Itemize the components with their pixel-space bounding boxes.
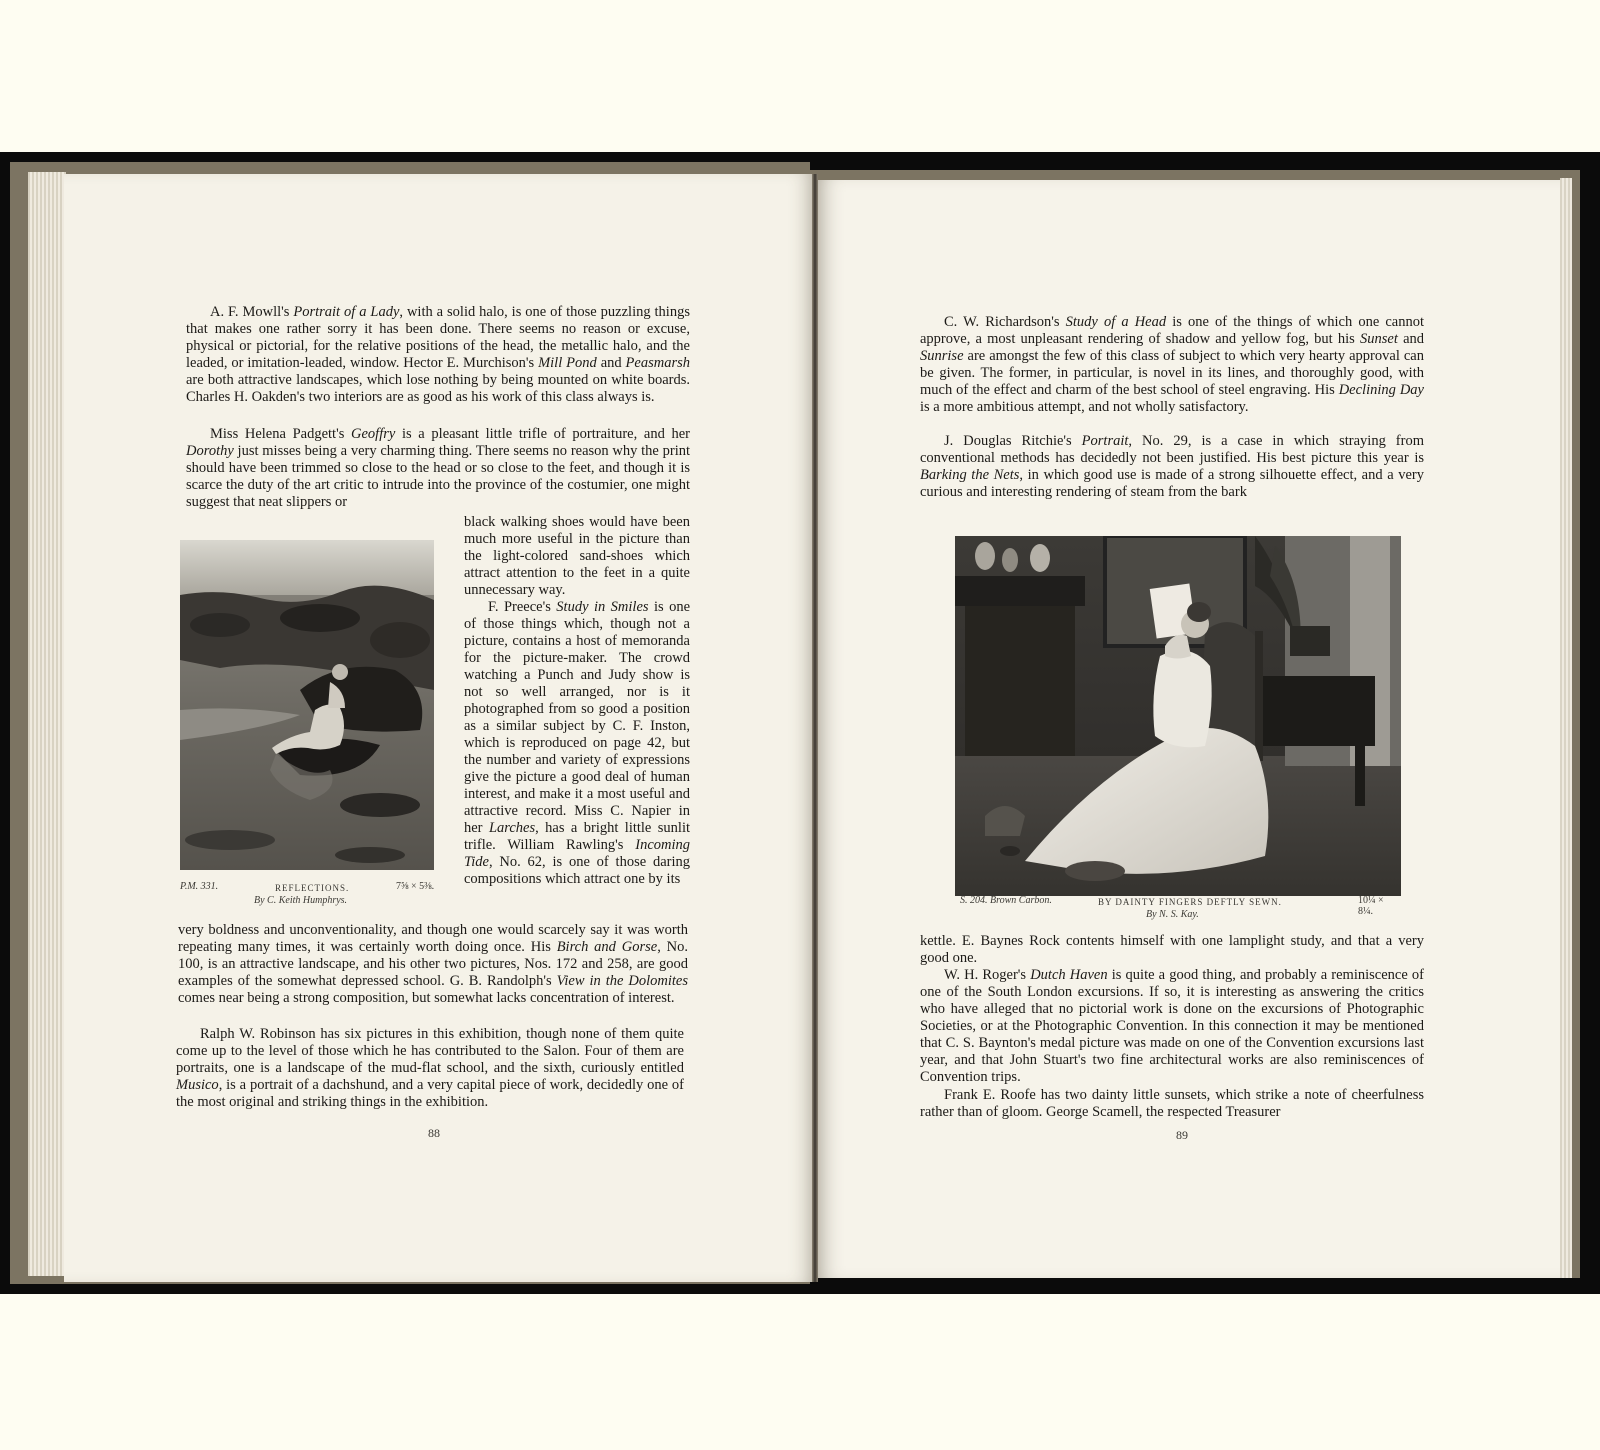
- right-paragraph-4: [920, 1087, 1424, 1121]
- italic-title: Sunset: [1360, 331, 1398, 347]
- text-run: Miss Helena Padgett's: [210, 426, 352, 442]
- text-run: just misses being a very charming thing. There seems no reason why the print should have been trimmed so close to the head or so close to the feet, and though it is scarce the duty of the art critic to intrude into the province of the costumier, one might suggest that neat slippers or: [186, 443, 690, 510]
- dainty-fingers-photograph: [955, 536, 1401, 896]
- italic-title: Musico: [176, 1077, 219, 1093]
- italic-title: Declining Day: [1338, 382, 1424, 398]
- text-run: kettle. E. Baynes Rock contents himself with one lamplight study, and that a very good one.: [920, 933, 1424, 966]
- left-caption-size: 7⅝ × 5⅜.: [396, 881, 435, 892]
- left-paragraph-2-continued: [464, 514, 690, 599]
- italic-title: Portrait of a Lady: [293, 304, 400, 320]
- reflections-photograph: [180, 540, 434, 870]
- italic-title: Peasmarsh: [625, 355, 690, 371]
- text-run: , No. 29, is a case in which straying from conventional methods has decidedly not been justified. His best picture this year is: [920, 433, 1424, 466]
- text-run: and: [596, 355, 626, 371]
- reflections-image: [180, 540, 434, 870]
- italic-title: Incoming Tide: [464, 837, 690, 870]
- text-run: is one of those things which, though not a picture, contains a host of memoranda for the picture-maker. The crowd watching a Punch and Judy show is not so well arranged, nor is it photographed from so good a position as a similar subject by C. F. Inston, which is reproduced on page 42, but the number and variety of expressions give the picture a good deal of human interest, and make it a most useful and attractive record. Miss C. Napier in her: [464, 599, 691, 836]
- text-run: Ralph W. Robinson has six pictures in this exhibition, though none of them quite come up to the level of those which he has contributed to the Salon. Four of them are portraits, one is a landscape of the mud-flat school, and the sixth, curiously entitled: [176, 1026, 684, 1076]
- italic-title: Geoffry: [351, 426, 396, 442]
- text-run: J. Douglas Ritchie's: [944, 433, 1082, 449]
- italic-title: Study of a Head: [1065, 314, 1167, 330]
- italic-title: Sunrise: [920, 348, 964, 364]
- text-run: are amongst the few of this class of subject to which very hearty approval can be given. The former, in particular, is novel in its lines, and thoroughly good, with much of the effect and charm of the best school of steel engraving. His: [920, 348, 1424, 398]
- left-paragraph-4: [176, 1026, 684, 1111]
- left-page-edges: [28, 172, 66, 1276]
- italic-title: Portrait: [1081, 433, 1129, 449]
- text-run: is quite a good thing, and probably a reminiscence of one of the South London excursions. If so, it is interesting as answering the critics who have alleged that no pictorial work is done on the excursions of Photographic Societies, or at the Photographic Convention. In this connection it may be mentioned that C. S. Baynton's medal picture was made on one of the Convention excursions last year, and that John Stuart's two fine architectural works are also reminiscences of Convention trips.: [920, 967, 1424, 1085]
- text-run: are both attractive landscapes, which lose nothing by being mounted on white boards. Charles H. Oakden's two interiors are as good as his work of this class always is.: [186, 372, 690, 405]
- text-run: is a more ambitious attempt, and not wholly satisfactory.: [920, 399, 1249, 415]
- italic-title: Study in Smiles: [556, 599, 649, 615]
- italic-title: Larches: [488, 820, 536, 836]
- text-run: F. Preece's: [488, 599, 557, 615]
- right-page-number: 89: [1176, 1128, 1188, 1142]
- left-page-number: 88: [428, 1126, 440, 1140]
- italic-title: Dutch Haven: [1030, 967, 1108, 983]
- right-photo-caption: [960, 895, 1400, 925]
- left-caption-code: P.M. 331.: [180, 881, 219, 892]
- text-run: Frank E. Roofe has two dainty little sunsets, which strike a note of cheerfulness rather than of gloom. George Scamell, the respected Treasurer: [920, 1087, 1424, 1120]
- left-paragraph-3-continued: [178, 922, 688, 1007]
- text-run: very boldness and unconventionality, and though one would scarcely say it was worth repeating many times, it was certainly worth doing once. His: [178, 922, 688, 955]
- dainty-fingers-image: [955, 536, 1401, 896]
- text-run: , No. 62, is one of those daring compositions which attract one by its: [464, 854, 690, 887]
- text-run: W. H. Roger's: [944, 967, 1031, 983]
- text-run: , is a portrait of a dachshund, and a very capital piece of work, decidedly one of the most original and striking things in the exhibition.: [176, 1077, 684, 1110]
- italic-title: Dorothy: [186, 443, 234, 459]
- text-run: , in which good use is made of a strong silhouette effect, and a very curious and interesting rendering of steam from the bark: [920, 467, 1424, 500]
- text-run: black walking shoes would have been much more useful in the picture than the light-colored sand-shoes which attract attention to the feet in a quite unnecessary way.: [464, 514, 690, 598]
- book-gutter: [812, 174, 818, 1282]
- text-run: , has a bright little sunlit trifle. William Rawling's: [464, 820, 691, 853]
- text-run: , with a solid halo, is one of those puzzling things that makes one rather sorry it has been done. There seems no reason or excuse, physical or pictorial, for the relative positions of the head, the metallic halo, and the leaded, or imitation-leaded, window. Hector E. Murchison's: [186, 304, 690, 371]
- text-run: and: [1397, 331, 1425, 347]
- text-run: is one of the things of which one cannot approve, a most unpleasant rendering of shadow and yellow fog, but his: [920, 314, 1425, 347]
- right-paragraph-2: [920, 433, 1424, 501]
- italic-title: Barking the Nets: [920, 467, 1020, 483]
- left-caption-author: By C. Keith Humphrys.: [254, 895, 348, 906]
- right-caption-title: BY DAINTY FINGERS DEFTLY SEWN.: [1098, 897, 1282, 907]
- right-paragraph-3: [920, 967, 1424, 1086]
- right-caption-author: By N. S. Kay.: [1146, 909, 1199, 920]
- left-caption-title: REFLECTIONS.: [275, 883, 350, 893]
- left-photo-caption: [180, 881, 436, 911]
- right-page-edges: [1560, 178, 1572, 1278]
- italic-title: View in the Dolomites: [556, 973, 688, 989]
- left-paragraph-2: [186, 426, 690, 511]
- italic-title: Birch and Gorse: [556, 939, 658, 955]
- text-run: , No. 100, is an attractive landscape, and his other two pictures, Nos. 172 and 258, are good examples of the somewhat depressed school. G. B. Randolph's: [178, 939, 688, 989]
- right-caption-size: 10¼ × 8¼.: [1358, 895, 1384, 917]
- text-run: A. F. Mowll's: [210, 304, 294, 320]
- left-paragraph-1: [186, 304, 690, 406]
- right-paragraph-1: [920, 314, 1424, 416]
- right-paragraph-2-continued: [920, 933, 1424, 967]
- text-run: comes near being a strong composition, but somewhat lacks concentration of interest.: [178, 990, 675, 1006]
- right-caption-code: S. 204. Brown Carbon.: [960, 895, 1052, 906]
- italic-title: Mill Pond: [538, 355, 597, 371]
- left-paragraph-3: [464, 599, 690, 888]
- text-run: is a pleasant little trifle of portraiture, and her: [395, 426, 691, 442]
- text-run: C. W. Richardson's: [944, 314, 1066, 330]
